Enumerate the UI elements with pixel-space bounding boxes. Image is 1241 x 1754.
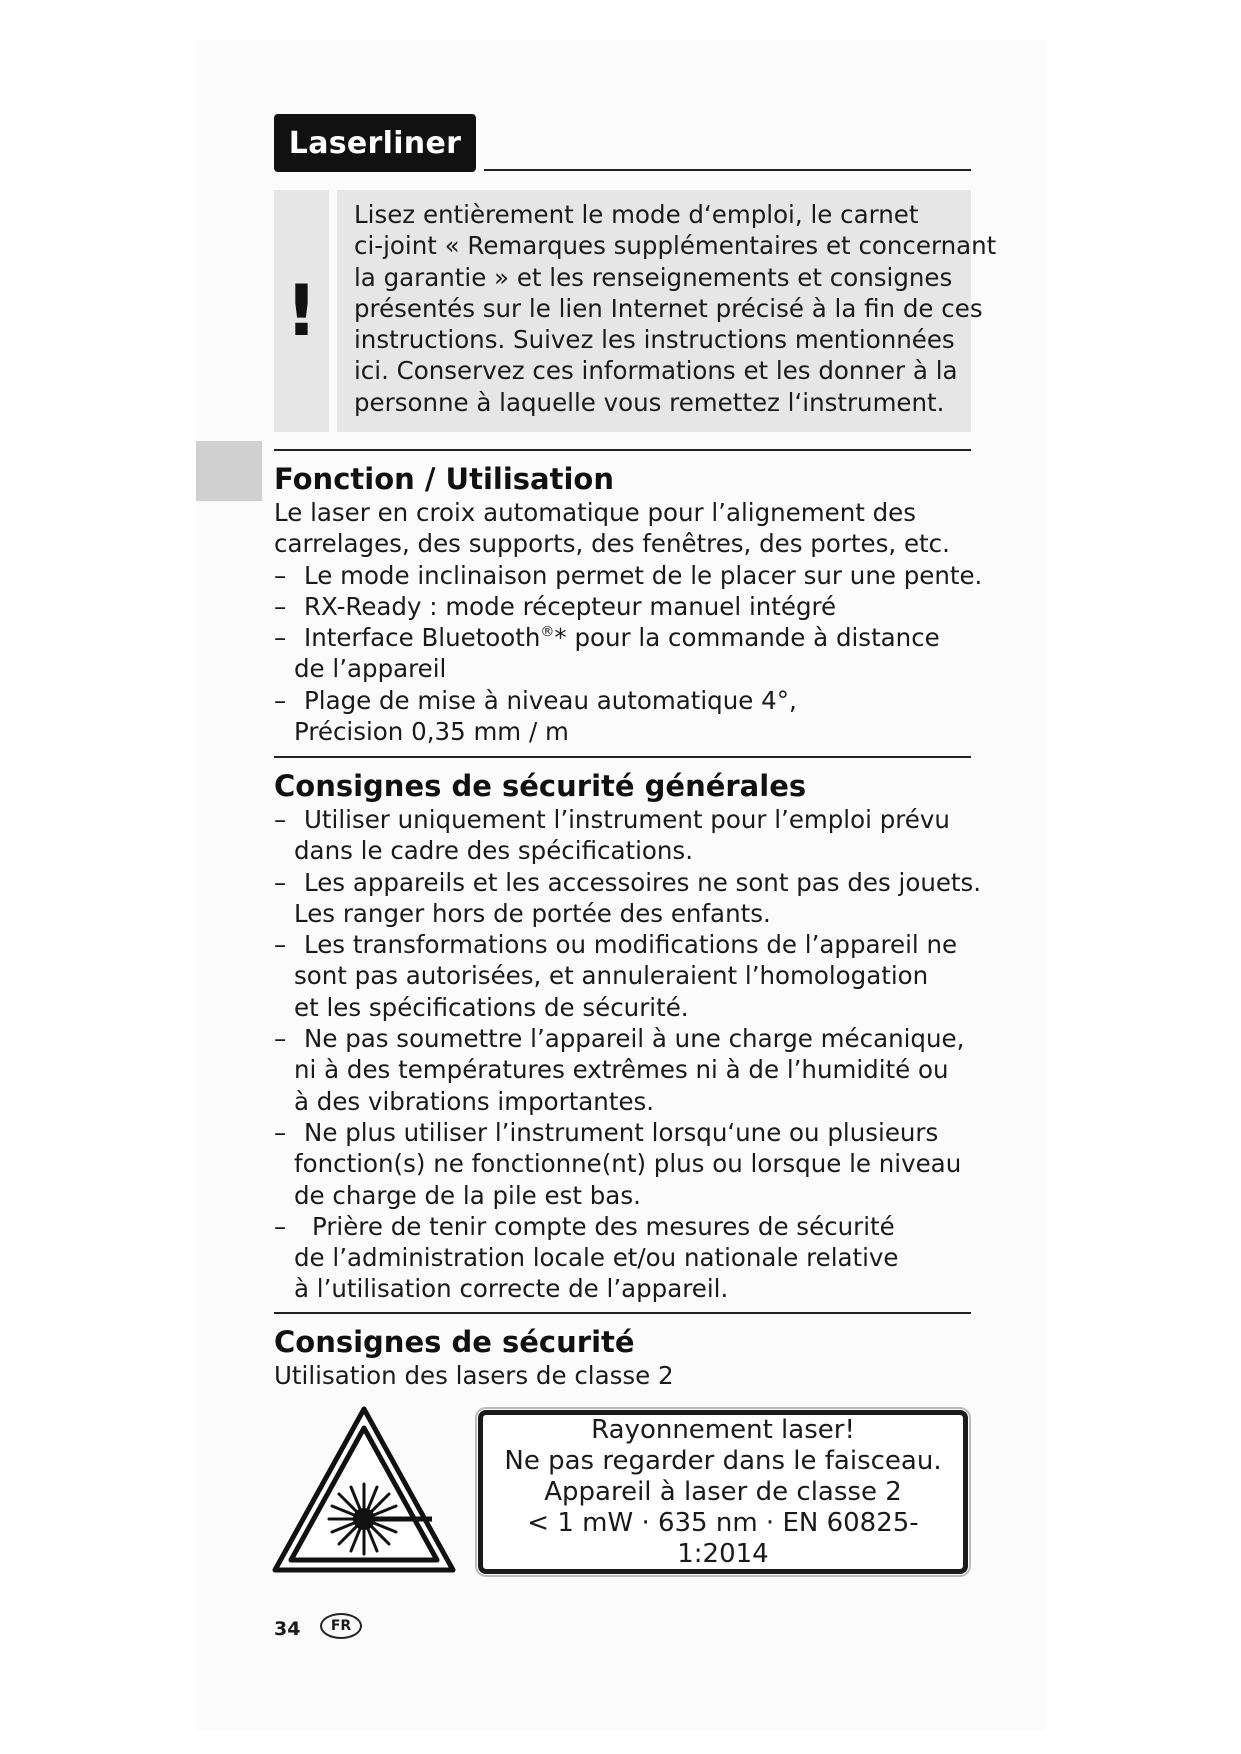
- section-title: Fonction / Utilisation: [274, 462, 614, 496]
- list-item: – Prière de tenir compte des mesures de sécurité de l’administration locale et/ou nationale relative à l’utilisation correcte de l’appareil.: [274, 1211, 899, 1304]
- list-item: – Les appareils et les accessoires ne sont pas des jouets. Les ranger hors de portée des enfants.: [274, 867, 982, 928]
- intro-line: carrelages, des supports, des fenêtres, des portes, etc.: [274, 529, 950, 559]
- notice-line: ci-joint « Remarques supplémentaires et concernant: [354, 231, 997, 261]
- section-title: Consignes de sécurité: [274, 1325, 635, 1359]
- section-subtitle: Utilisation des lasers de classe 2: [274, 1361, 674, 1390]
- registered-mark: ®: [540, 624, 555, 641]
- section-function: [274, 461, 983, 747]
- notice-box: [337, 190, 997, 432]
- notice-line: instructions. Suivez les instructions mentionnées: [354, 325, 955, 355]
- laser-label-line: Ne pas regarder dans le faisceau.: [504, 1445, 942, 1476]
- list-item: – Plage de mise à niveau automatique 4°, Précision 0,35 mm / m: [274, 685, 797, 747]
- list-item: – Le mode inclinaison permet de le placer sur une pente.: [274, 560, 983, 590]
- page-number: 34: [274, 1618, 301, 1640]
- section-title: Consignes de sécurité générales: [274, 769, 807, 803]
- notice-line: présentés sur le lien Internet précisé à la fin de ces: [354, 293, 983, 323]
- brand-logo: Laserliner: [274, 114, 476, 172]
- laser-label-line: < 1 mW · 635 nm · EN 60825-1:2014: [527, 1507, 919, 1569]
- notice-line: Lisez entièrement le mode d‘emploi, le carnet: [354, 200, 919, 229]
- section-general-safety: [274, 768, 982, 1305]
- laser-warning-triangle-icon: [272, 1406, 456, 1573]
- section-rule: [274, 1312, 971, 1314]
- list-item: – Ne plus utiliser l’instrument lorsqu‘une ou plusieurs fonction(s) ne fonctionne(nt) plus ou lorsque le niveau de charge de la pile est bas.: [274, 1117, 962, 1210]
- list-item: – Interface Bluetooth®* pour la commande à distance de l’appareil: [274, 623, 940, 684]
- intro-line: Le laser en croix automatique pour l’alignement des: [274, 498, 917, 527]
- side-tab-marker: [196, 441, 262, 501]
- notice-line: la garantie » et les renseignements et consignes: [354, 262, 953, 292]
- section-rule: [274, 756, 971, 758]
- section-rule: [274, 449, 971, 451]
- notice-line: ici. Conservez ces informations et les donner à la: [354, 356, 958, 386]
- laser-label-line: Appareil à laser de classe 2: [544, 1476, 902, 1507]
- section-safety: [274, 1324, 974, 1391]
- notice-line: personne à laquelle vous remettez l‘instrument.: [354, 387, 945, 417]
- list-item: – Ne pas soumettre l’appareil à une charge mécanique, ni à des températures extrêmes ni à de l’humidité ou à des vibrations importantes.: [274, 1024, 965, 1116]
- list-item: – Les transformations ou modifications de l’appareil ne sont pas autorisées, et annuleraient l’homologation et les spécifications de sécurité.: [274, 930, 958, 1022]
- laser-label-line: Rayonnement laser!: [591, 1414, 855, 1445]
- exclamation-icon: !: [274, 190, 329, 432]
- header-rule: [484, 169, 971, 171]
- list-item: – Utiliser uniquement l’instrument pour l’emploi prévu dans le cadre des spécifications.: [274, 805, 950, 866]
- laser-class-label: [478, 1410, 968, 1574]
- language-badge: FR: [320, 1613, 362, 1639]
- list-item: – RX-Ready : mode récepteur manuel intégré: [274, 591, 837, 621]
